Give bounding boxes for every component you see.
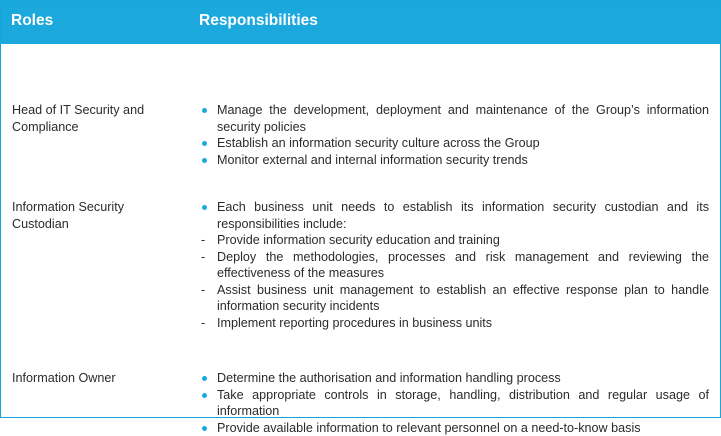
sub-list-item: - Deploy the methodologies, processes and risk management and reviewing the effectiveness of the measures [199,249,709,282]
sub-list-item: - Implement reporting procedures in business units [199,315,709,332]
role-cell: Information Security Custodian [12,199,172,232]
role-cell: Head of IT Security and Compliance [12,102,172,135]
responsibilities-cell [199,199,709,331]
table-header [1,1,720,44]
list-item: Take appropriate controls in storage, handling, distribution and regular usage of information [199,387,709,420]
list-item [199,199,709,331]
list-item: Provide available information to relevant personnel on a need-to-know basis [199,420,709,436]
responsibilities-cell [199,370,709,436]
list-item: Determine the authorisation and information handling process [199,370,709,387]
header-responsibilities: Responsibilities [199,12,318,30]
list-item: Establish an information security culture across the Group [199,135,709,152]
list-item: Manage the development, deployment and maintenance of the Group’s information security policies [199,102,709,135]
sub-list-item: - Assist business unit management to establish an effective response plan to handle information security incidents [199,282,709,315]
responsibilities-cell [199,102,709,168]
list-item-text: Each business unit needs to establish its information security custodian and its responsibilities include: [217,200,709,231]
list-item: Monitor external and internal information security trends [199,152,709,169]
sub-list-item: - Provide information security education and training [199,232,709,249]
header-roles: Roles [11,12,53,30]
role-cell: Information Owner [12,370,172,387]
